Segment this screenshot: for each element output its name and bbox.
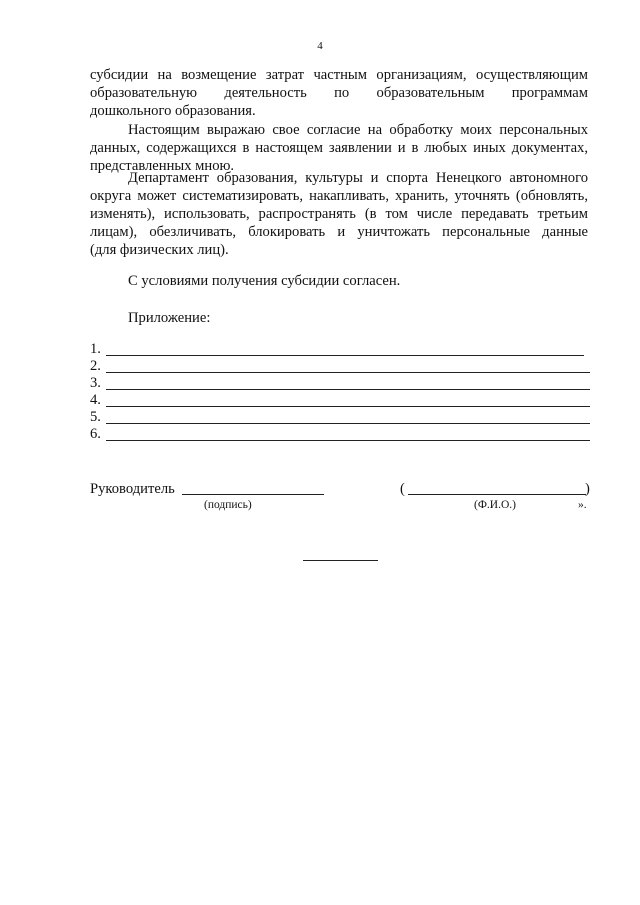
appendix-item bbox=[90, 392, 590, 409]
appendix-item bbox=[90, 375, 590, 392]
appendix-item-blank[interactable] bbox=[106, 393, 590, 407]
paragraph-consent bbox=[90, 121, 588, 175]
fio-open-paren: ( bbox=[400, 481, 405, 497]
appendix-item-number: 4. bbox=[90, 392, 101, 408]
page-number: 4 bbox=[317, 40, 323, 52]
signature-blank[interactable] bbox=[182, 494, 324, 495]
appendix-item-blank[interactable] bbox=[106, 410, 590, 424]
appendix-item-number: 6. bbox=[90, 426, 101, 442]
appendix-item bbox=[90, 426, 590, 443]
paragraph-line: данных, содержащихся в настоящем заявлении и в любых иных документах, bbox=[90, 140, 588, 156]
appendix-item-number: 2. bbox=[90, 358, 101, 374]
paragraph-line: округа может систематизировать, накапливать, хранить, уточнять (обновлять, bbox=[90, 188, 588, 204]
appendix-item-number: 1. bbox=[90, 341, 101, 357]
appendix-item-number: 5. bbox=[90, 409, 101, 425]
appendix-item bbox=[90, 341, 590, 358]
end-divider bbox=[303, 560, 378, 561]
appendix-item bbox=[90, 358, 590, 375]
closing-quote: ». bbox=[578, 499, 587, 511]
appendix-item-blank[interactable] bbox=[106, 376, 590, 390]
signatory-role: Руководитель bbox=[90, 481, 175, 497]
fio-close-paren: ) bbox=[585, 481, 590, 497]
agreement-statement: С условиями получения субсидии согласен. bbox=[128, 273, 401, 289]
appendix-title: Приложение: bbox=[128, 310, 211, 326]
appendix-item bbox=[90, 409, 590, 426]
signature-caption: (подпись) bbox=[204, 499, 252, 511]
appendix-item-blank[interactable] bbox=[106, 359, 590, 373]
paragraph-line: представленных мною. bbox=[90, 158, 235, 174]
paragraph-line: образовательную деятельность по образовательным программам bbox=[90, 85, 588, 101]
paragraph-line: субсидии на возмещение затрат частным организациям, осуществляющим bbox=[90, 67, 588, 83]
paragraph-line: (для физических лиц). bbox=[90, 242, 229, 258]
signature-row bbox=[90, 480, 590, 500]
appendix-item-blank[interactable] bbox=[106, 427, 590, 441]
paragraph-department bbox=[90, 169, 588, 259]
fio-caption: (Ф.И.О.) bbox=[474, 499, 516, 511]
paragraph-line: изменять), использовать, распространять (в том числе передавать третьим bbox=[90, 206, 588, 222]
paragraph-line: дошкольного образования. bbox=[90, 103, 256, 119]
fio-blank[interactable] bbox=[408, 494, 586, 495]
paragraph-line: Настоящим выражаю свое согласие на обработку моих персональных bbox=[128, 122, 588, 138]
paragraph-line: лицам), обезличивать, блокировать и уничтожать персональные данные bbox=[90, 224, 588, 240]
appendix-list bbox=[90, 341, 590, 443]
appendix-item-blank[interactable] bbox=[106, 342, 584, 356]
paragraph-subsidy bbox=[90, 66, 588, 120]
paragraph-line: Департамент образования, культуры и спорта Ненецкого автономного bbox=[128, 170, 588, 186]
appendix-item-number: 3. bbox=[90, 375, 101, 391]
